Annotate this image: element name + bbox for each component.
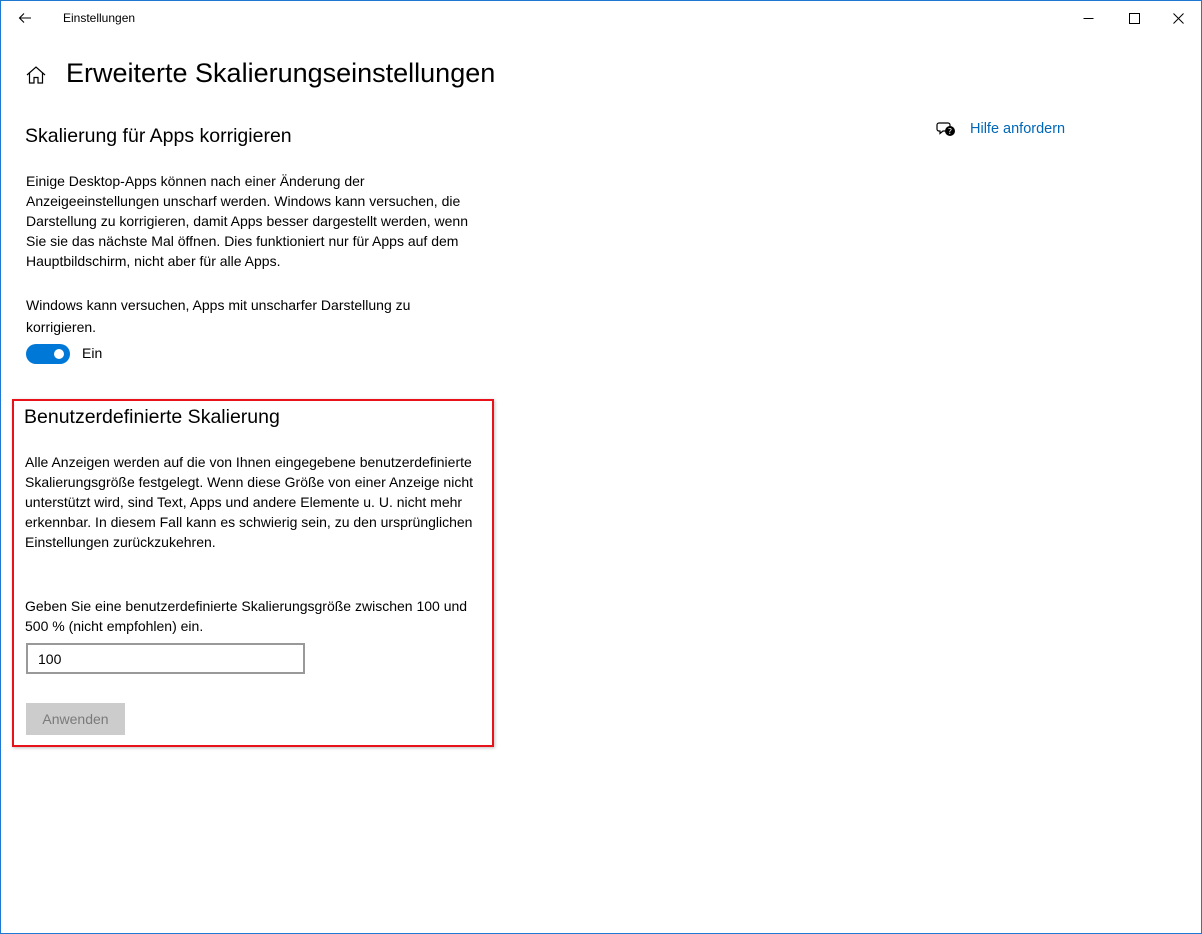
apply-button[interactable]: Anwenden [26,703,125,735]
page-title: Erweiterte Skalierungseinstellungen [66,58,496,88]
toggle-knob [54,349,64,359]
fix-apps-heading: Skalierung für Apps korrigieren [25,125,292,147]
custom-scaling-description: Alle Anzeigen werden auf die von Ihnen eingegebene benutzerdefinierte Skalierungsgröße festgelegt. Wenn diese Größe von einer Anzeige nicht unterstützt wird, sind Text, Apps und andere Elemente u. U. nicht mehr erkennbar. In diesem Fall kann es schwierig sein, zu den ursprünglichen Einstellungen zurückzukehren. [25,454,473,550]
minimize-button[interactable] [1065,1,1111,35]
close-button[interactable] [1155,1,1201,35]
help-link[interactable] [936,119,1065,139]
custom-scaling-input-label: Geben Sie eine benutzerdefinierte Skalierungsgröße zwischen 100 und 500 % (nicht empfohlen) ein. [25,598,468,634]
custom-scaling-input[interactable] [26,643,305,674]
toggle-description: Windows kann versuchen, Apps mit unscharfer Darstellung zu korrigieren. [26,297,411,335]
fix-apps-toggle[interactable] [26,344,70,364]
back-button[interactable] [1,1,49,35]
maximize-button[interactable] [1111,1,1157,35]
help-chat-icon [936,119,956,139]
maximize-icon [1129,13,1140,24]
toggle-state-label: Ein [82,345,103,361]
svg-text:?: ? [947,127,953,136]
custom-scaling-heading: Benutzerdefinierte Skalierung [24,406,280,428]
fix-apps-description: Einige Desktop-Apps können nach einer Änderung der Anzeigeeinstellungen unscharf werden. Windows kann versuchen, die Darstellung zu korrigieren, damit Apps besser dargestellt werden, wenn Sie sie das nächste Mal öffnen. Dies funktioniert nur für Apps auf dem Hauptbildschirm, nicht aber für alle Apps. [26,173,469,269]
title-bar [1,1,1201,35]
minimize-icon [1083,13,1094,24]
home-icon[interactable] [25,64,47,86]
back-arrow-icon [18,12,32,24]
help-link-label: Hilfe anfordern [970,121,1066,137]
window-title: Einstellungen [63,11,136,25]
close-icon [1173,13,1184,24]
